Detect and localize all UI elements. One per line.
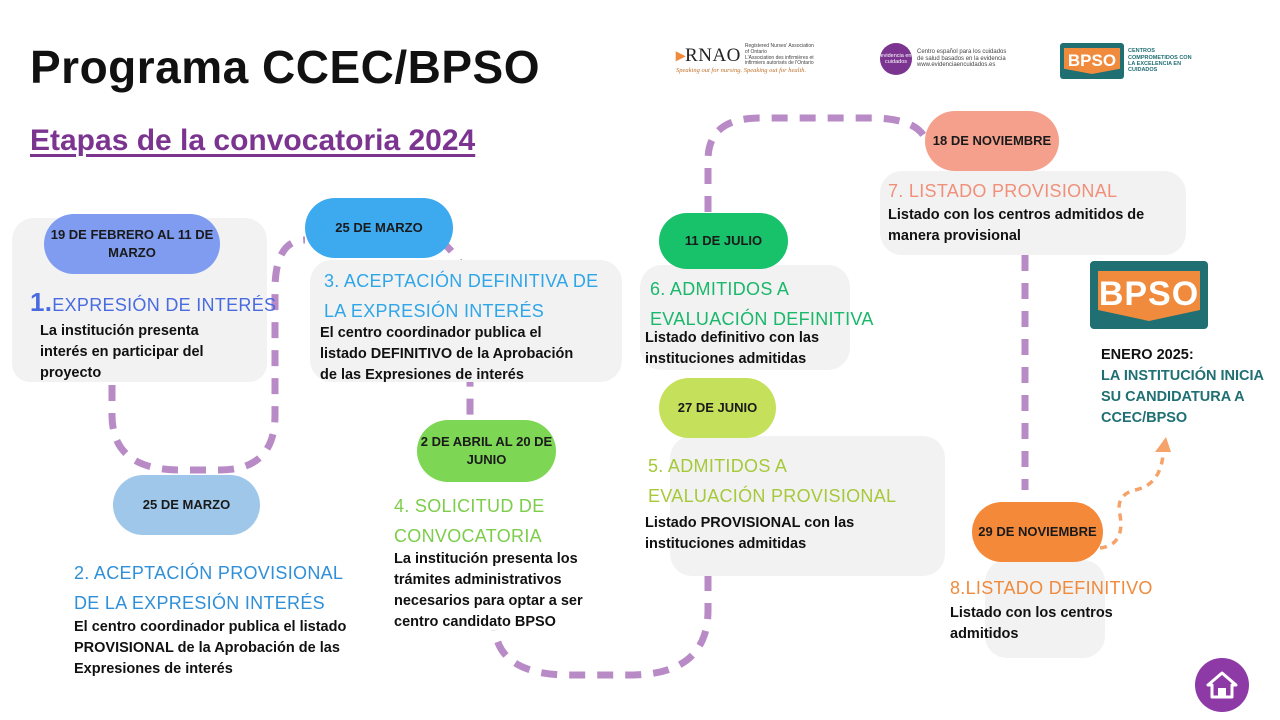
final-label: ENERO 2025: — [1101, 347, 1194, 363]
step-2-desc: El centro coordinador publica el listado PROVISIONAL de la Aprobación de las Expresiones de interés — [74, 619, 347, 677]
bpso-large-logo: BPSO — [1090, 261, 1208, 329]
step-6-date: 11 DE JULIO — [659, 213, 788, 269]
home-button[interactable] — [1195, 658, 1249, 712]
step-5-desc: Listado PROVISIONAL con las instituciones admitidas — [645, 515, 855, 552]
step-4-date: 2 DE ABRIL AL 20 DE JUNIO — [417, 420, 556, 482]
step-2-title: 2. ACEPTACIÓN PROVISIONAL DE LA EXPRESIÓN INTERÉS — [74, 563, 344, 613]
step-6-desc: Listado definitivo con las instituciones admitidas — [645, 330, 820, 367]
step-7-date: 18 DE NOVIEMBRE — [925, 111, 1059, 171]
step-1-desc: La institución presenta interés en participar del proyecto — [40, 323, 204, 381]
step-3-desc: El centro coordinador publica el listado DEFINITIVO de la Aprobación de las Expresiones de interés — [320, 325, 574, 383]
step-3-date: 25 DE MARZO — [305, 198, 453, 258]
step-7-title: 7. LISTADO PROVISIONAL — [888, 181, 1118, 201]
home-icon — [1205, 670, 1239, 700]
bpso-small-logo: BPSO CENTROS COMPROMETIDOS CON LA EXCELENCIA EN CUIDADOS — [1060, 42, 1210, 80]
page-subtitle: Etapas de la convocatoria 2024 — [30, 124, 476, 157]
step-6-title: 6. ADMITIDOS A EVALUACIÓN DEFINITIVA — [650, 279, 874, 329]
page-title: Programa CCEC/BPSO — [30, 41, 541, 93]
step-3-title: 3. ACEPTACIÓN DEFINITIVA DE LA EXPRESIÓN INTERÉS — [324, 271, 599, 321]
rnao-logo: ▸ RNAO Registered Nurses' Association of Ontario L'Association des infirmières et infirmiers autorisés de l'Ontario Speaking out for nursing. Speaking out for health. — [676, 43, 814, 74]
step-2-date: 25 DE MARZO — [113, 475, 260, 535]
step-5-date: 27 DE JUNIO — [659, 378, 776, 438]
step-4-title: 4. SOLICITUD DE CONVOCATORIA — [394, 496, 545, 546]
step-1-date: 19 DE FEBRERO AL 11 DE MARZO — [44, 214, 220, 274]
step-4-desc: La institución presenta los trámites administrativos necesarios para optar a ser centro candidato BPSO — [394, 551, 583, 630]
evidencia-logo: evidencia en cuidados Centro español para los cuidados de salud basados en la evidencia www.evidenciaencuidados.es — [880, 42, 1010, 76]
step-8-date: 29 DE NOVIEMBRE — [972, 502, 1103, 562]
step-5-title: 5. ADMITIDOS A EVALUACIÓN PROVISIONAL — [648, 456, 897, 506]
step-7-desc: Listado con los centros admitidos de manera provisional — [888, 207, 1145, 244]
step-1-title: 1.EXPRESIÓN DE INTERÉS — [30, 287, 277, 317]
step-8-title: 8.LISTADO DEFINITIVO — [950, 578, 1153, 598]
step-8-desc: Listado con los centros admitidos — [950, 605, 1113, 642]
final-text: LA INSTITUCIÓN INICIA SU CANDIDATURA A CCEC/BPSO — [1101, 368, 1264, 426]
